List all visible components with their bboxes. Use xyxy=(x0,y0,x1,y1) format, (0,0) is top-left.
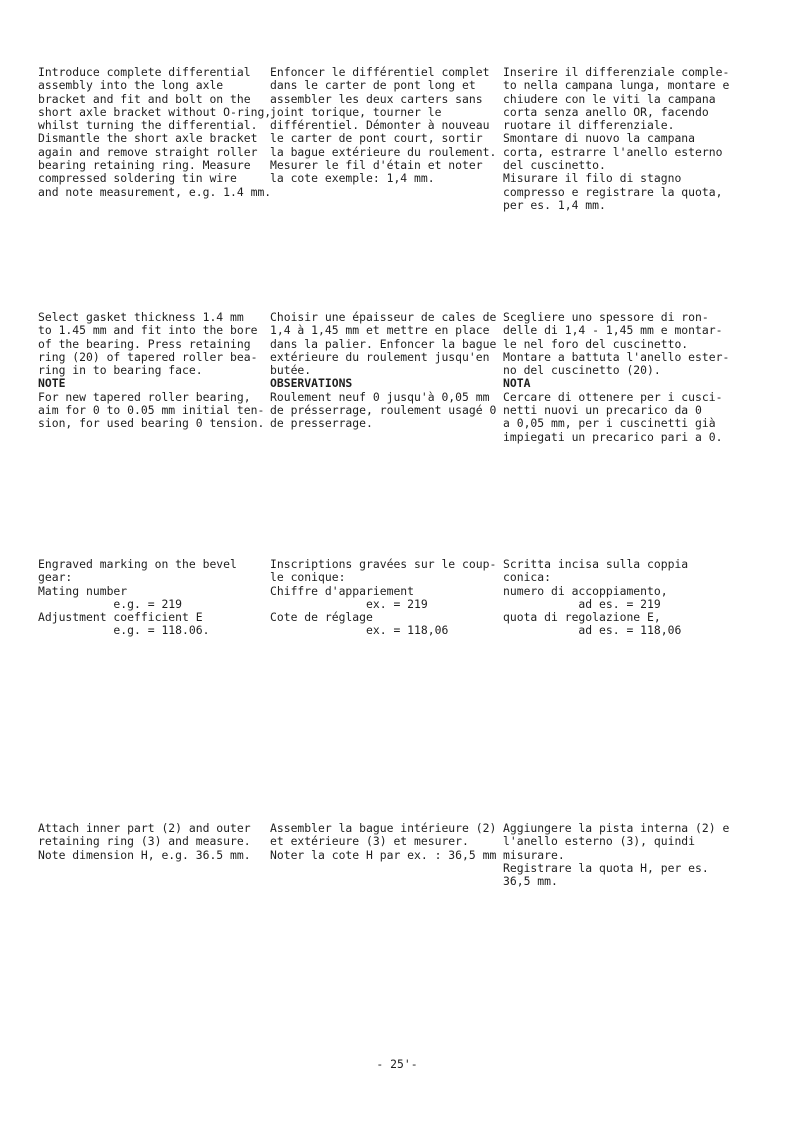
text-line: Introduce complete differential xyxy=(38,65,251,79)
text-line: gear: xyxy=(38,570,73,585)
text-line: bracket and fit and bolt on the xyxy=(38,91,251,106)
text-line: Montare a battuta l'anello ester- xyxy=(503,349,730,364)
text-line: différentiel. Démonter à nouveau xyxy=(270,118,490,133)
english-column xyxy=(38,65,272,199)
french-column xyxy=(270,66,496,186)
english-column xyxy=(38,822,264,862)
text-line: dans le carter de pont long et xyxy=(270,78,476,93)
italian-column xyxy=(503,66,729,212)
text-line: ring in to bearing face. xyxy=(38,363,203,378)
text-line: Inscriptions gravées sur le coup- xyxy=(270,557,497,571)
text-line: Adjustment coefficient E xyxy=(38,610,203,625)
text-line: numero di accoppiamento, xyxy=(503,583,668,598)
text-line: corta senza anello OR, facendo xyxy=(503,104,709,119)
text-line: aim for 0 to 0.05 mm initial ten- xyxy=(38,403,265,418)
text-line: Inserire il differenziale comple- xyxy=(503,65,730,79)
text-line: Cote de réglage xyxy=(270,610,373,625)
text-line: e.g. = 118.06. xyxy=(38,623,210,638)
text-line: Scritta incisa sulla coppia xyxy=(503,557,689,571)
note-heading: OBSERVATIONS xyxy=(270,376,353,391)
text-line: quota di regolazione E, xyxy=(503,610,661,625)
text-line: Enfoncer le différentiel complet xyxy=(270,65,490,79)
text-line: l'anello esterno (3), quindi xyxy=(503,834,696,849)
text-line: netti nuovi un precarico da 0 xyxy=(503,403,702,418)
italian-column xyxy=(503,558,729,638)
text-line: Mating number xyxy=(38,583,128,598)
text-line: For new tapered roller bearing, xyxy=(38,389,251,404)
text-line: Engraved marking on the bevel xyxy=(38,557,237,571)
text-line: a 0,05 mm, per i cuscinetti già xyxy=(503,416,716,431)
text-line: Noter la cote H par ex. : 36,5 mm xyxy=(270,847,497,862)
italian-column xyxy=(503,822,729,888)
text-line: assembly into the long axle xyxy=(38,78,224,93)
french-column xyxy=(270,311,496,431)
text-line: impiegati un precarico pari a 0. xyxy=(503,429,723,444)
text-line: le nel foro del cuscinetto. xyxy=(503,336,689,351)
text-line: ad es. = 219 xyxy=(503,596,661,611)
text-line: misurare. xyxy=(503,847,565,862)
text-line: et extérieure (3) et mesurer. xyxy=(270,834,469,849)
text-line: le carter de pont court, sortir xyxy=(270,131,483,146)
text-line: butée. xyxy=(270,363,312,378)
english-column xyxy=(38,311,264,431)
text-line: of the bearing. Press retaining xyxy=(38,336,251,351)
page-number: - 25'- xyxy=(376,1057,418,1071)
text-line: 1,4 à 1,45 mm et mettre en place xyxy=(270,323,490,338)
text-line: joint torique, tourner le xyxy=(270,104,442,119)
text-line: bearing retaining ring. Measure xyxy=(38,158,251,173)
text-line: e.g. = 219 xyxy=(38,596,183,611)
text-line: conica: xyxy=(503,570,552,585)
text-line: chiudere con le viti la campana xyxy=(503,91,716,106)
text-line: Cercare di ottenere per i cusci- xyxy=(503,389,723,404)
text-line: Assembler la bague intérieure (2) xyxy=(270,821,497,835)
text-line: assembler les deux carters sans xyxy=(270,91,483,106)
text-line: and note measurement, e.g. 1.4 mm. xyxy=(38,184,272,199)
text-line: Misurare il filo di stagno xyxy=(503,171,682,186)
text-line: per es. 1,4 mm. xyxy=(503,197,606,212)
italian-column xyxy=(503,311,729,444)
text-line: dans la palier. Enfoncer la bague xyxy=(270,336,497,351)
text-line: Note dimension H, e.g. 36.5 mm. xyxy=(38,847,251,862)
text-line: corta, estrarre l'anello esterno xyxy=(503,144,723,159)
text-line: extérieure du roulement jusqu'en xyxy=(270,349,490,364)
text-line: del cuscinetto. xyxy=(503,158,606,173)
note-heading: NOTA xyxy=(503,376,531,391)
text-line: Scegliere uno spessore di ron- xyxy=(503,310,709,324)
text-line: to 1.45 mm and fit into the bore xyxy=(38,323,258,338)
text-line: le conique: xyxy=(270,570,346,585)
text-line: Mesurer le fil d'étain et noter xyxy=(270,158,483,173)
text-line: retaining ring (3) and measure. xyxy=(38,834,251,849)
text-line: Choisir une épaisseur de cales de xyxy=(270,310,497,324)
text-line: no del cuscinetto (20). xyxy=(503,363,661,378)
text-line: Chiffre d'appariement xyxy=(270,583,415,598)
english-column xyxy=(38,558,264,638)
text-line: compresso e registrare la quota, xyxy=(503,184,723,199)
text-line: Aggiungere la pista interna (2) e xyxy=(503,821,730,835)
text-line: ring (20) of tapered roller bea- xyxy=(38,349,258,364)
text-line: de présserrage, roulement usagé 0 xyxy=(270,403,497,418)
text-line: la cote exemple: 1,4 mm. xyxy=(270,171,435,186)
text-line: whilst turning the differential. xyxy=(38,118,258,133)
text-line: ruotare il differenziale. xyxy=(503,118,675,133)
text-line: to nella campana lunga, montare e xyxy=(503,78,730,93)
text-line: la bague extérieure du roulement. xyxy=(270,144,497,159)
text-line: de presserrage. xyxy=(270,416,373,431)
text-line: Select gasket thickness 1.4 mm xyxy=(38,310,244,324)
text-line: Roulement neuf 0 jusqu'à 0,05 mm xyxy=(270,389,490,404)
text-line: Registrare la quota H, per es. xyxy=(503,860,709,875)
text-line: 36,5 mm. xyxy=(503,874,558,889)
text-line: again and remove straight roller xyxy=(38,144,258,159)
french-column xyxy=(270,558,496,638)
french-column xyxy=(270,822,496,862)
text-line: delle di 1,4 - 1,45 mm e montar- xyxy=(503,323,723,338)
text-line: ad es. = 118,06 xyxy=(503,623,682,638)
text-line: Attach inner part (2) and outer xyxy=(38,821,251,835)
text-line: ex. = 118,06 xyxy=(270,623,449,638)
text-line: Dismantle the short axle bracket xyxy=(38,131,258,146)
note-heading: NOTE xyxy=(38,376,66,391)
text-line: short axle bracket without O-ring, xyxy=(38,104,272,119)
text-line: sion, for used bearing 0 tension. xyxy=(38,416,265,431)
text-line: compressed soldering tin wire xyxy=(38,171,237,186)
text-line: Smontare di nuovo la campana xyxy=(503,131,696,146)
text-line: ex. = 219 xyxy=(270,596,428,611)
